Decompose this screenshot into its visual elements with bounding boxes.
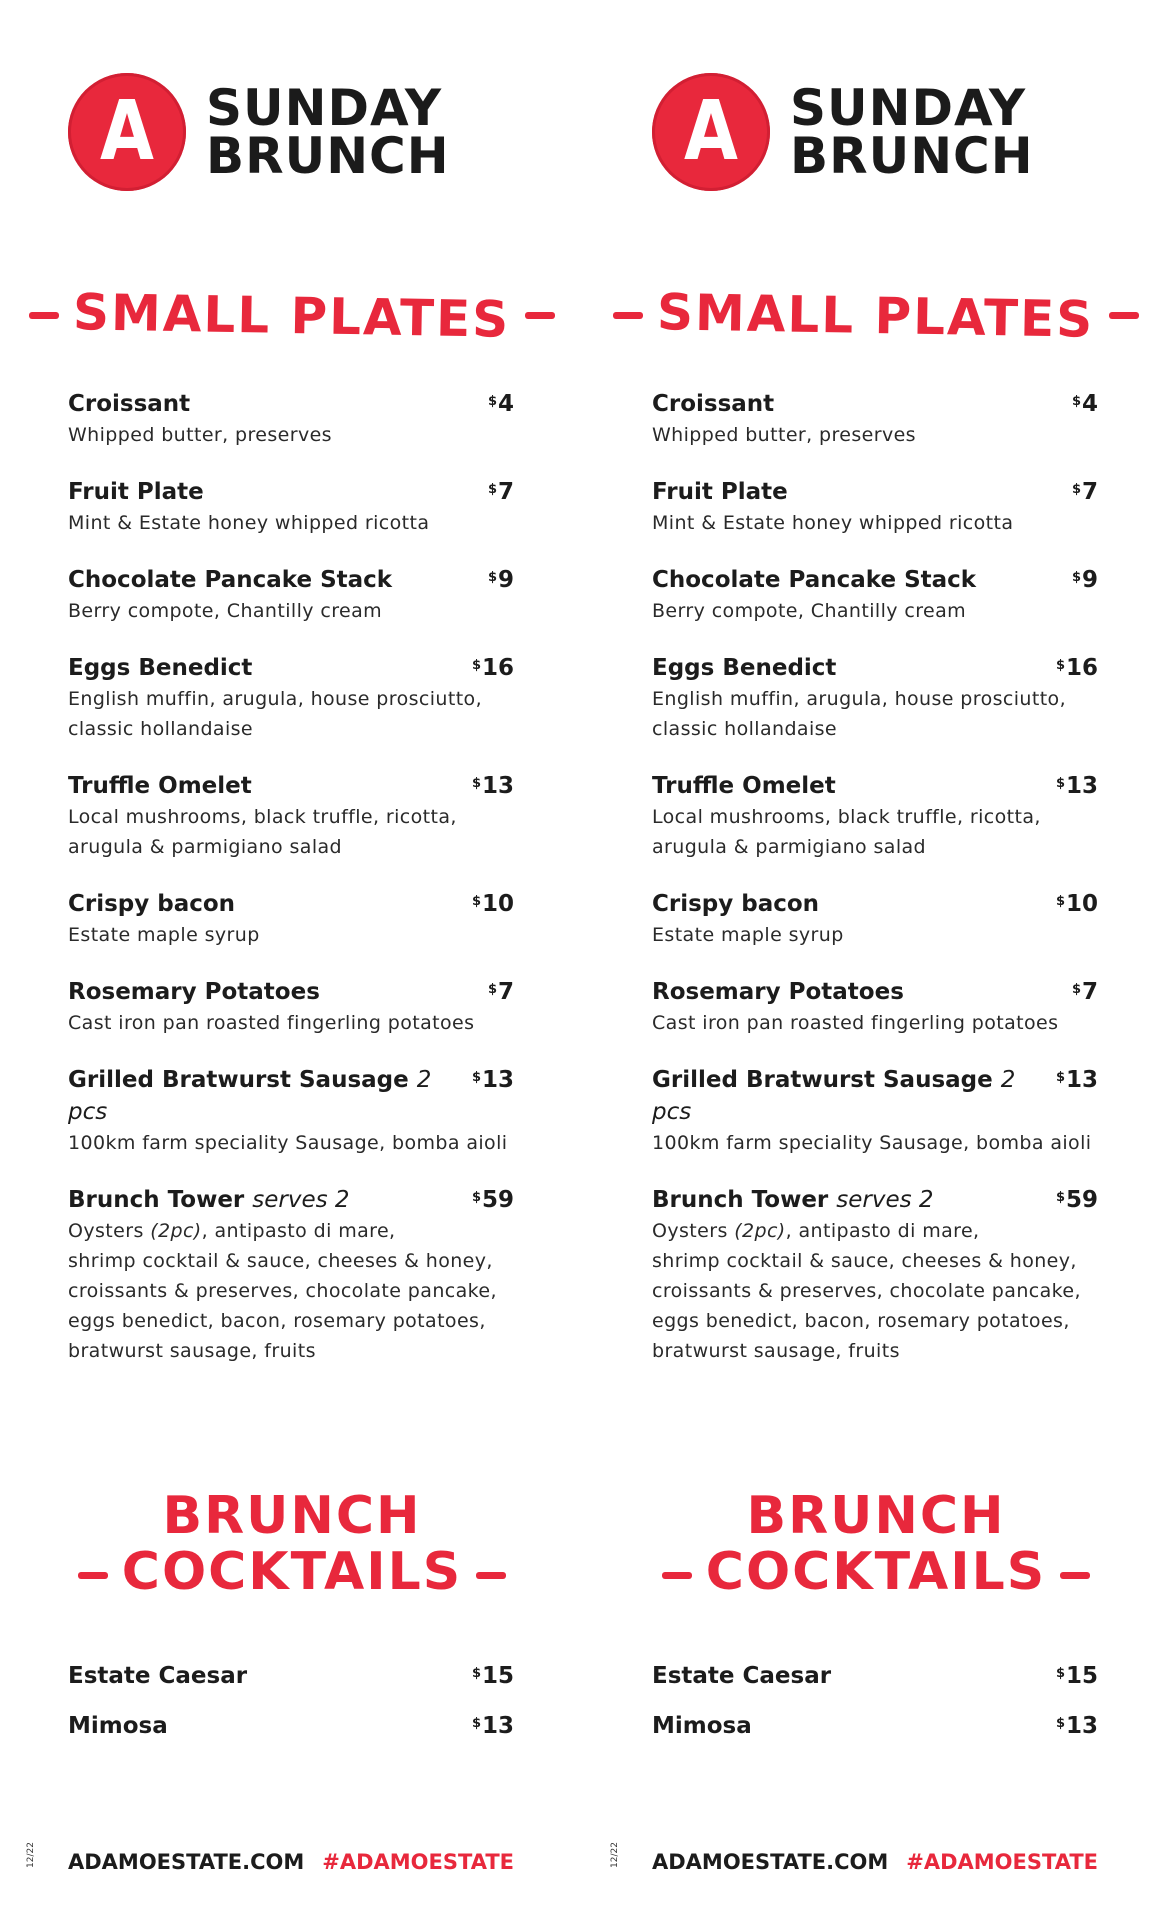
menu-item-name: Truffle Omelet	[68, 773, 252, 799]
menu-item-name: Brunch Tower serves 2	[68, 1187, 350, 1213]
menu-item-price: $13	[471, 773, 514, 799]
menu-title-line1: SUNDAY	[206, 79, 443, 137]
menu-item-description: Estate maple syrup	[652, 924, 844, 946]
menu-item-price: $7	[487, 479, 514, 505]
menu-item-description: English muffin, arugula, house prosciutto,	[68, 688, 483, 710]
menu-item	[68, 888, 514, 950]
menu-item-price: $7	[1071, 479, 1098, 505]
menu-item-description: Oysters (2pc), antipasto di mare,	[652, 1220, 980, 1242]
menu-item-description: classic hollandaise	[68, 718, 254, 740]
menu-item-description: Local mushrooms, black truffle, ricotta,	[652, 806, 1041, 828]
menu-item-description: Mint & Estate honey whipped ricotta	[68, 512, 430, 534]
cocktail-item	[68, 1710, 514, 1760]
menu-title	[206, 79, 450, 185]
menu-item-description: Cast iron pan roasted fingerling potatoes	[652, 1012, 1059, 1034]
menu-item-description: English muffin, arugula, house prosciutto,	[652, 688, 1067, 710]
menu-item-price: $10	[471, 891, 514, 917]
menu-title-line2: BRUNCH	[790, 127, 1034, 185]
heading-dash-right	[525, 312, 555, 319]
menu-item-price: $4	[1071, 391, 1098, 417]
menu-item-note: serves 2	[836, 1187, 934, 1213]
menu-item-price: $7	[487, 979, 514, 1005]
menu-item-description: 100km farm speciality Sausage, bomba aioli	[68, 1132, 508, 1154]
menu-item-name: Chocolate Pancake Stack	[652, 567, 977, 593]
menu-title-line1: SUNDAY	[790, 79, 1027, 137]
menu-title-line2: BRUNCH	[206, 127, 450, 185]
cocktail-name: Mimosa	[652, 1713, 752, 1739]
menu-item-description: Local mushrooms, black truffle, ricotta,	[68, 806, 457, 828]
menu-item	[652, 888, 1098, 950]
date-code: 12/22	[26, 1842, 36, 1868]
cocktail-item	[68, 1660, 514, 1710]
menu-item-name: Grilled Bratwurst Sausage 2 pcs	[652, 1067, 1016, 1125]
menu-item-price: $13	[1055, 773, 1098, 799]
brand-header	[68, 72, 450, 192]
menu-item-name: Crispy bacon	[68, 891, 236, 917]
menu-item-note: 2 pcs	[68, 1067, 432, 1125]
menu-item	[68, 976, 514, 1038]
small-plates-heading: SMALL PLATES	[584, 282, 1168, 346]
logo-badge	[652, 73, 770, 191]
menu-item	[652, 476, 1098, 538]
menu-item-price: $9	[487, 567, 514, 593]
date-code: 12/22	[610, 1842, 620, 1868]
heading-dash-left	[78, 1572, 108, 1579]
menu-item-price: $9	[1071, 567, 1098, 593]
menu-item	[68, 1184, 514, 1366]
menu-item	[652, 652, 1098, 744]
menu-item-price: $4	[487, 391, 514, 417]
menu-item-description: arugula & parmigiano salad	[68, 836, 342, 858]
cocktail-price: $13	[471, 1713, 514, 1739]
cocktail-item	[652, 1710, 1098, 1760]
heading-dash-right	[476, 1572, 506, 1579]
heading-dash-left	[613, 312, 643, 319]
heading-dash-left	[662, 1572, 692, 1579]
menu-item-description: 100km farm speciality Sausage, bomba aioli	[652, 1132, 1092, 1154]
menu-item-name: Fruit Plate	[68, 479, 204, 505]
menu-item-description: arugula & parmigiano salad	[652, 836, 926, 858]
menu-item-name: Croissant	[68, 391, 191, 417]
website-link[interactable]: ADAMOESTATE.COM	[652, 1850, 889, 1874]
logo-badge	[68, 73, 186, 191]
menu-item-description: Berry compote, Chantilly cream	[652, 600, 967, 622]
cocktails-heading	[0, 1488, 584, 1600]
menu-item	[68, 770, 514, 862]
menu-item-price: $10	[1055, 891, 1098, 917]
menu-item-description: croissants & preserves, chocolate pancake,	[652, 1280, 1081, 1302]
menu-item-description: Whipped butter, preserves	[652, 424, 916, 446]
logo-letter: A	[684, 84, 738, 179]
brand-header	[652, 72, 1034, 192]
small-plates-heading: SMALL PLATES	[0, 282, 584, 346]
heading-dash-right	[1060, 1572, 1090, 1579]
menu-item-name: Croissant	[652, 391, 775, 417]
menu-item-name: Rosemary Potatoes	[652, 979, 904, 1005]
menu-item-description: Oysters (2pc), antipasto di mare,	[68, 1220, 396, 1242]
heading-dash-left	[29, 312, 59, 319]
menu-item-description: eggs benedict, bacon, rosemary potatoes,	[68, 1310, 486, 1332]
website-link[interactable]: ADAMOESTATE.COM	[68, 1850, 305, 1874]
menu-item-price: $7	[1071, 979, 1098, 1005]
menu-item-description: shrimp cocktail & sauce, cheeses & honey,	[652, 1250, 1077, 1272]
small-plates-list	[68, 388, 514, 1366]
menu-item-price: $13	[1055, 1067, 1098, 1093]
cocktail-price: $13	[1055, 1713, 1098, 1739]
menu-item-name: Grilled Bratwurst Sausage 2 pcs	[68, 1067, 432, 1125]
menu-item-price: $59	[471, 1187, 514, 1213]
menu-title	[790, 79, 1034, 185]
menu-item-description: Whipped butter, preserves	[68, 424, 332, 446]
cocktails-list	[68, 1660, 514, 1760]
menu-item-price: $16	[1055, 655, 1098, 681]
menu-item	[652, 770, 1098, 862]
menu-item-name: Eggs Benedict	[68, 655, 253, 681]
menu-item	[68, 1064, 514, 1158]
cocktails-list	[652, 1660, 1098, 1760]
menu-item	[68, 564, 514, 626]
menu-item-note: 2 pcs	[652, 1067, 1016, 1125]
menu-item	[652, 1064, 1098, 1158]
cocktail-name: Estate Caesar	[68, 1663, 248, 1689]
menu-item-description: croissants & preserves, chocolate pancake,	[68, 1280, 497, 1302]
menu-item-price: $59	[1055, 1187, 1098, 1213]
menu-item	[652, 564, 1098, 626]
menu-item-description: bratwurst sausage, fruits	[652, 1340, 900, 1362]
menu-item-name: Eggs Benedict	[652, 655, 837, 681]
cocktail-price: $15	[1055, 1663, 1098, 1689]
hashtag: #ADAMOESTATE	[906, 1850, 1098, 1874]
menu-item	[652, 1184, 1098, 1366]
menu-item-name: Chocolate Pancake Stack	[68, 567, 393, 593]
hashtag: #ADAMOESTATE	[322, 1850, 514, 1874]
menu-item-description: Estate maple syrup	[68, 924, 260, 946]
menu-item-price: $16	[471, 655, 514, 681]
menu-item-name: Fruit Plate	[652, 479, 788, 505]
menu-card-right	[584, 0, 1168, 1920]
menu-item-description: bratwurst sausage, fruits	[68, 1340, 316, 1362]
menu-item	[652, 388, 1098, 450]
small-plates-list	[652, 388, 1098, 1366]
menu-item-price: $13	[471, 1067, 514, 1093]
menu-item-description: Cast iron pan roasted fingerling potatoes	[68, 1012, 475, 1034]
heading-dash-right	[1109, 312, 1139, 319]
menu-item-description: Berry compote, Chantilly cream	[68, 600, 383, 622]
cocktails-heading-line1: BRUNCH	[746, 1486, 1006, 1546]
cocktails-heading-line1: BRUNCH	[162, 1486, 422, 1546]
cocktails-heading-line2: COCKTAILS	[705, 1542, 1047, 1602]
menu-item-note: serves 2	[252, 1187, 350, 1213]
menu-item-description: eggs benedict, bacon, rosemary potatoes,	[652, 1310, 1070, 1332]
menu-item-description: classic hollandaise	[652, 718, 838, 740]
menu-item-name: Rosemary Potatoes	[68, 979, 320, 1005]
menu-item	[68, 652, 514, 744]
menu-item-name: Brunch Tower serves 2	[652, 1187, 934, 1213]
menu-item	[68, 476, 514, 538]
cocktails-heading	[584, 1488, 1168, 1600]
cocktails-heading-line2: COCKTAILS	[121, 1542, 463, 1602]
cocktail-name: Mimosa	[68, 1713, 168, 1739]
cocktail-price: $15	[471, 1663, 514, 1689]
menu-item-description: Mint & Estate honey whipped ricotta	[652, 512, 1014, 534]
menu-item-description: shrimp cocktail & sauce, cheeses & honey,	[68, 1250, 493, 1272]
menu-item	[652, 976, 1098, 1038]
menu-item-name: Crispy bacon	[652, 891, 820, 917]
logo-letter: A	[100, 84, 154, 179]
menu-item-name: Truffle Omelet	[652, 773, 836, 799]
cocktail-item	[652, 1660, 1098, 1710]
menu-item	[68, 388, 514, 450]
cocktail-name: Estate Caesar	[652, 1663, 832, 1689]
